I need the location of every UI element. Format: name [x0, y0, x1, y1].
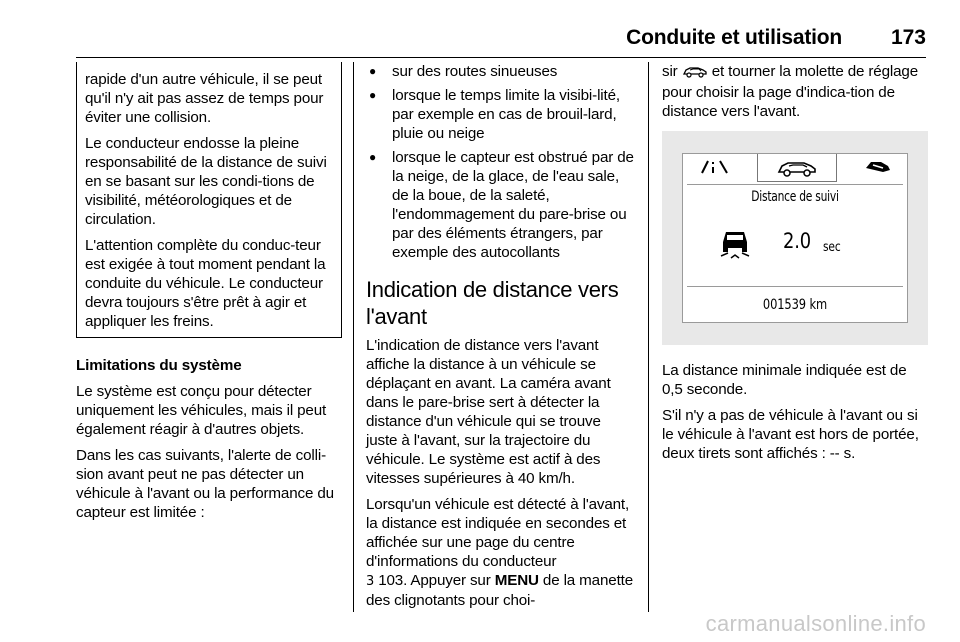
column-divider: [353, 62, 354, 612]
warning-box: [76, 62, 342, 338]
settings-tab-icon: [853, 154, 903, 180]
forward-vehicle-icon: [717, 226, 753, 267]
reference-page: 103: [378, 572, 404, 589]
column-left: [76, 62, 342, 529]
list-item: ● lorsque le capteur est obstrué par de la neige, de la glace, de l'eau sale, de la boue, de la saleté, l'endommagement du pare-brise ou par des éléments étrangers, par exemple des autocollants: [366, 148, 636, 262]
arrow-reference-icon: 3: [366, 574, 375, 589]
display-separator: [687, 286, 903, 287]
list-item: ● lorsque le temps limite la visibi-lité, par exemple en cas de brouil-lard, pluie ou neige: [366, 86, 636, 143]
body-paragraph: La distance minimale indiquée est de 0,5 seconde.: [662, 362, 907, 398]
car-tab-icon: [757, 154, 837, 182]
text-run: de la manette des clignotants pour choi-: [366, 572, 634, 609]
display-screen: [682, 153, 908, 323]
menu-label: MENU: [494, 572, 539, 589]
text-run: et tourner la molette de réglage pour choisir la page d'indica-tion de distance vers l'avant.: [662, 63, 919, 120]
section-title: Indication de distance vers l'avant: [366, 277, 619, 329]
body-paragraph: [366, 495, 636, 610]
text-run: . Appuyer sur: [403, 572, 491, 589]
display-separator: [687, 184, 903, 185]
text-run: Lorsqu'un véhicule est détecté à l'avant, la distance est indiquée en secondes et affichée sur une page du centre d'informations du conducteur: [366, 496, 630, 570]
wiper-icon: [691, 154, 741, 180]
following-distance-value: 2.0: [783, 229, 812, 253]
display-title: Distance de suivi: [751, 189, 839, 205]
watermark: carmanualsonline.info: [705, 611, 926, 636]
column-middle: [366, 62, 636, 617]
list-item: ● sur des routes sinueuses: [366, 62, 636, 81]
limitations-list: [366, 62, 636, 262]
chapter-title: Conduite et utilisation: [626, 26, 842, 49]
body-paragraph: Dans les cas suivants, l'alerte de colli-sion avant peut ne pas détecter un véhicule à l'avant ou la performance du capteur est limitée :: [76, 447, 334, 521]
subheading-limitations: Limitations du système: [76, 357, 242, 374]
car-settings-icon: [682, 64, 708, 83]
header-rule: [76, 57, 926, 58]
page-number: 173: [890, 26, 926, 49]
body-paragraph: Le système est conçu pour détecter uniquement les véhicules, mais il peut également réagir à d'autres objets.: [76, 383, 327, 438]
body-paragraph: [662, 62, 928, 121]
page-reference-link[interactable]: [366, 572, 403, 589]
warning-paragraph: Le conducteur endosse la pleine responsabilité de la distance de suivi en se basant sur les condi-tions de visibilité, météorologiques et de circulation.: [85, 135, 327, 228]
warning-paragraph: L'attention complète du conduc-teur est exigée à tout moment pendant la conduite du véhicule. Le conducteur devra toujours s'être prêt à agir et appliquer les freins.: [85, 237, 326, 330]
warning-paragraph: rapide d'un autre véhicule, il se peut qu'il n'y ait pas assez de temps pour éviter une collision.: [85, 71, 324, 126]
body-paragraph: L'indication de distance vers l'avant affiche la distance à un véhicule se déplaçant en avant. La caméra avant dans le pare-brise sert à détecter la distance d'un véhicule qui se trouve juste à l'avant, sur la trajectoire du véhicule. Le système est actif à des vitesses supérieures à 40 km/h.: [366, 337, 611, 487]
text-run: sir: [662, 63, 678, 80]
column-right: [662, 62, 928, 470]
odometer-readout: 001539 km: [762, 297, 828, 313]
column-divider: [648, 62, 649, 612]
body-paragraph: S'il n'y a pas de véhicule à l'avant ou si le véhicule à l'avant est hors de portée, deux tirets sont affichés : -- s.: [662, 407, 919, 462]
following-distance-unit: sec: [823, 240, 841, 255]
page-header: [0, 26, 926, 56]
driver-info-display-figure: [662, 131, 928, 345]
